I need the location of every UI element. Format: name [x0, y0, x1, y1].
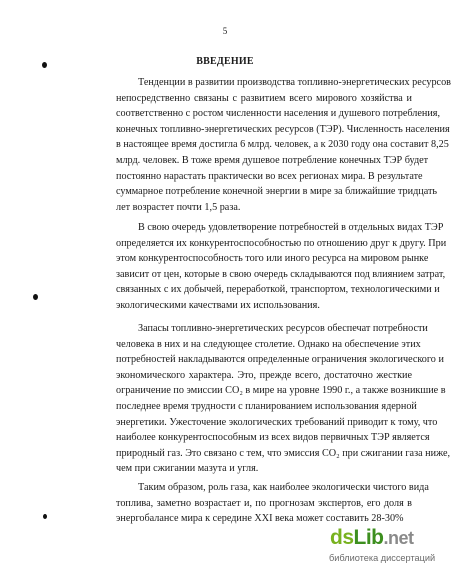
- logo-dot: .: [383, 528, 389, 548]
- watermark: [326, 526, 444, 568]
- page-number: 5: [222, 26, 228, 36]
- page-title: ВВЕДЕНИЕ: [196, 56, 254, 67]
- text-line: природный газ. Это связано с тем, что эмиссия CO₂ при сжигании газа ниже,: [116, 447, 451, 459]
- text-line: непосредственно связаны с развитием всего мирового хозяйства и: [116, 92, 412, 104]
- scan-speck: [42, 62, 47, 68]
- text-line: В свою очередь удовлетворение потребностей в отдельных видах ТЭР: [138, 222, 444, 233]
- watermark-subtitle: библиотека диссертаций: [329, 553, 436, 563]
- scan-speck: [33, 294, 38, 300]
- text-line: энергобалансе мира к середине XXI века может составить 28-30%: [116, 513, 404, 525]
- text-line: Запасы топливно-энергетических ресурсов обеспечат потребности: [138, 323, 428, 334]
- text-line: последнее время трудности с планированием использования ядерной: [116, 400, 417, 412]
- text-line: определяется их конкурентоспособностью по отношению друг к другу. При: [116, 237, 447, 249]
- text-line: человека в них и на следующее столетие. Однако на обеспечение этих: [116, 338, 421, 350]
- paragraph-4: [116, 480, 429, 527]
- text-line: Тенденции в развитии производства топливно-энергетических ресурсов: [138, 77, 451, 88]
- text-line: лет возрастет почти 1,5 раза.: [116, 201, 241, 213]
- text-line: связанных с их добычей, переработкой, транспортом, технологическими и: [116, 284, 440, 296]
- text-line: суммарное потребление конечной энергии в мире за ближайшие тридцать: [116, 186, 438, 198]
- logo-ds: ds: [330, 526, 354, 549]
- text-line: этом конкурентоспособность того или иного ресурса на мировом рынке: [116, 253, 429, 265]
- text-line: в настоящее время достигла 6 млрд. человек, а к 2030 году она составит 8,25: [116, 139, 449, 151]
- text-line: топлива, заметно возрастает и, по прогнозам экспертов, его доля в: [116, 497, 412, 509]
- text-line: ограничение по эмиссии CO₂ в мире на уровне 1990 г., а также возникшие в: [116, 385, 446, 397]
- paragraph-3: [116, 321, 451, 477]
- text-line: потребностей накладываются определенные ограничения экологического и: [116, 354, 444, 366]
- watermark-logo: [330, 526, 414, 550]
- text-line: зависит от цен, которые в свою очередь складываются под влиянием затрат,: [116, 268, 446, 280]
- text-line: конечных топливно-энергетических ресурсов (ТЭР). Численность населения: [116, 123, 450, 135]
- text-line: соответственно с ростом численности населения и душевого потребления,: [116, 108, 441, 120]
- paragraph-1: [116, 75, 451, 215]
- text-line: наиболее конкурентоспособным из всех видов первичных ТЭР является: [116, 432, 430, 444]
- logo-lib: Lib: [353, 526, 384, 549]
- text-line: Таким образом, роль газа, как наиболее экологически чистого вида: [138, 482, 429, 493]
- text-line: млрд. человек. В тоже время душевое потребление конечных ТЭР будет: [116, 154, 429, 166]
- text-line: чем при сжигании мазута и угля.: [116, 463, 259, 475]
- text-line: постоянно нарастать практически во всех регионах мира. В результате: [116, 170, 423, 182]
- text-line: энергетики. Ужесточение экологических требований приводит к тому, что: [116, 416, 438, 428]
- text-line: экологическими качествами их использования.: [116, 299, 320, 311]
- scan-speck: [43, 514, 47, 519]
- paragraph-2: [116, 220, 447, 314]
- text-line: экономического характера. Это, прежде всего, достаточно жесткие: [116, 369, 412, 381]
- logo-net: net: [388, 528, 414, 548]
